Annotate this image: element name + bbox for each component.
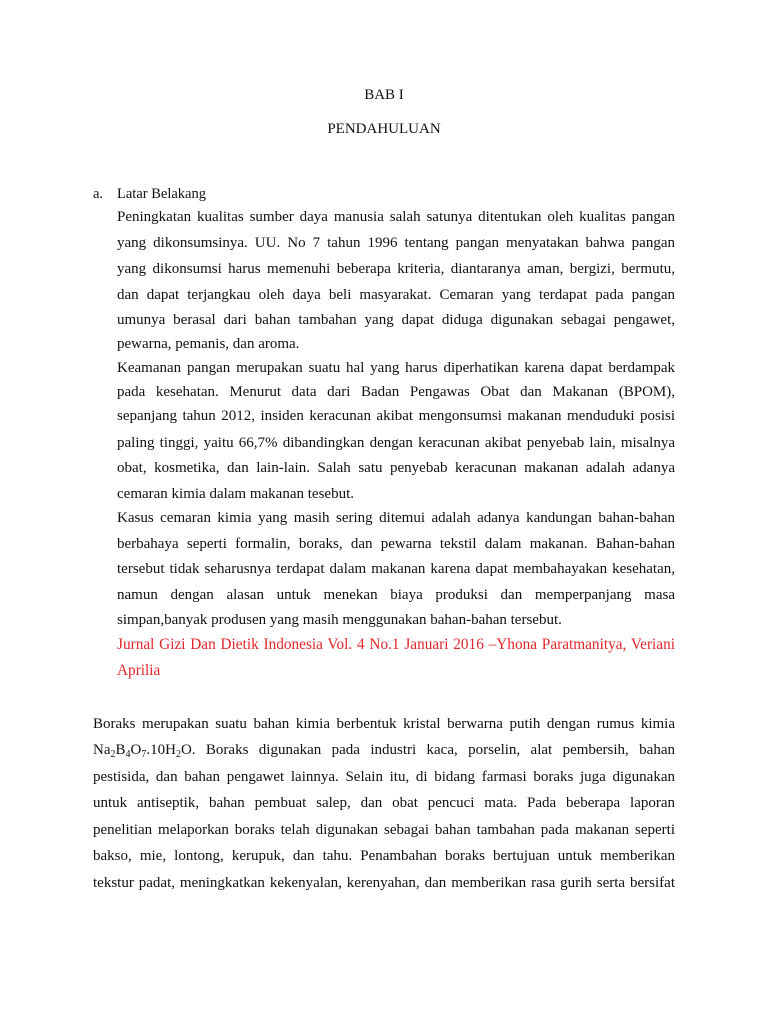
section-marker: a. [93, 186, 104, 202]
body-paragraph-line: pestisida, dan bahan pengawet lainnya. Selain itu, di bidang farmasi boraks juga digunakan [93, 769, 675, 785]
body-paragraph-line: penelitian melaporkan boraks telah digunakan sebagai bahan tambahan pada makanan seperti [93, 822, 675, 838]
citation-line: Aprilia [117, 662, 161, 679]
formula-subscript: 2 [175, 749, 181, 760]
citation-line: Jurnal Gizi Dan Dietik Indonesia Vol. 4 No.1 Januari 2016 –Yhona Paratmanitya, Veriani [117, 636, 675, 653]
chapter-title: PENDAHULUAN [327, 121, 441, 137]
formula-b: B [115, 742, 126, 758]
body-paragraph-line: bakso, mie, lontong, kerupuk, dan tahu. Penambahan boraks bertujuan untuk memberikan [93, 848, 675, 864]
paragraph-2-line: cemaran kimia dalam makanan tesebut. [117, 486, 354, 502]
formula-subscript: 7 [141, 749, 147, 760]
paragraph-3-line: simpan,banyak produsen yang masih menggunakan bahan-bahan tersebut. [117, 612, 562, 628]
body-paragraph-line-rest: . Boraks digunakan pada industri kaca, porselin, alat pembersih, bahan [191, 742, 675, 758]
paragraph-3-line: tersebut tidak seharusnya terdapat dalam makanan karena dapat membahayakan kesehatan, [117, 561, 675, 577]
paragraph-2-line: Keamanan pangan merupakan suatu hal yang harus diperhatikan karena dapat berdampak [117, 360, 675, 376]
chapter-label: BAB I [364, 87, 404, 103]
paragraph-3-line: namun dengan alasan untuk menekan biaya produksi dan memperpanjang masa [117, 587, 675, 603]
body-paragraph-line: Boraks merupakan suatu bahan kimia berbentuk kristal berwarna putih dengan rumus kimia [93, 716, 675, 732]
paragraph-3-line: berbahaya seperti formalin, boraks, dan pewarna tekstil dalam makanan. Bahan-bahan [117, 536, 675, 552]
paragraph-2-line: paling tinggi, yaitu 66,7% dibandingkan dengan keracunan akibat penyebab lain, misalnya [117, 435, 675, 451]
paragraph-1-line: umunya berasal dari bahan tambahan yang dapat diduga digunakan sebagai pengawet, [117, 312, 675, 328]
paragraph-1-line: yang dikonsumsi harus memenuhi beberapa kriteria, diantaranya aman, bergizi, bermutu, [117, 261, 675, 277]
formula-na: Na [93, 742, 111, 758]
formula-h: .10H [146, 742, 176, 758]
paragraph-2-line: pada kesehatan. Menurut data dari Badan Pengawas Obat dan Makanan (BPOM), [117, 384, 675, 400]
paragraph-1-line: Peningkatan kualitas sumber daya manusia salah satunya ditentukan oleh kualitas pangan [117, 209, 675, 225]
formula-o: O [130, 742, 142, 758]
paragraph-1-line: dan dapat terjangkau oleh daya beli masyarakat. Cemaran yang terdapat pada pangan [117, 287, 675, 303]
paragraph-3-line: Kasus cemaran kimia yang masih sering ditemui adalah adanya kandungan bahan-bahan [117, 510, 675, 526]
body-paragraph-line: tekstur padat, meningkatkan kekenyalan, kerenyahan, dan memberikan rasa gurih serta bersifat [93, 875, 675, 891]
formula-subscript: 4 [125, 749, 131, 760]
paragraph-2-line: sepanjang tahun 2012, insiden keracunan akibat mengonsumsi makanan menduduki posisi [117, 408, 675, 424]
paragraph-2-line: obat, kosmetika, dan lain-lain. Salah satu penyebab keracunan makanan adalah adanya [117, 460, 675, 476]
body-paragraph-formula-line [93, 740, 675, 760]
body-paragraph-line: untuk antiseptik, bahan pembuat salep, dan obat pencuci mata. Pada beberapa laporan [93, 795, 675, 811]
paragraph-1-line: yang dikonsumsinya. UU. No 7 tahun 1996 tentang pangan menyatakan bahwa pangan [117, 235, 675, 251]
formula-subscript: 2 [110, 749, 116, 760]
section-heading: Latar Belakang [117, 186, 206, 202]
formula-o-end: O [180, 742, 192, 758]
paragraph-1-line: pewarna, pemanis, dan aroma. [117, 336, 300, 352]
